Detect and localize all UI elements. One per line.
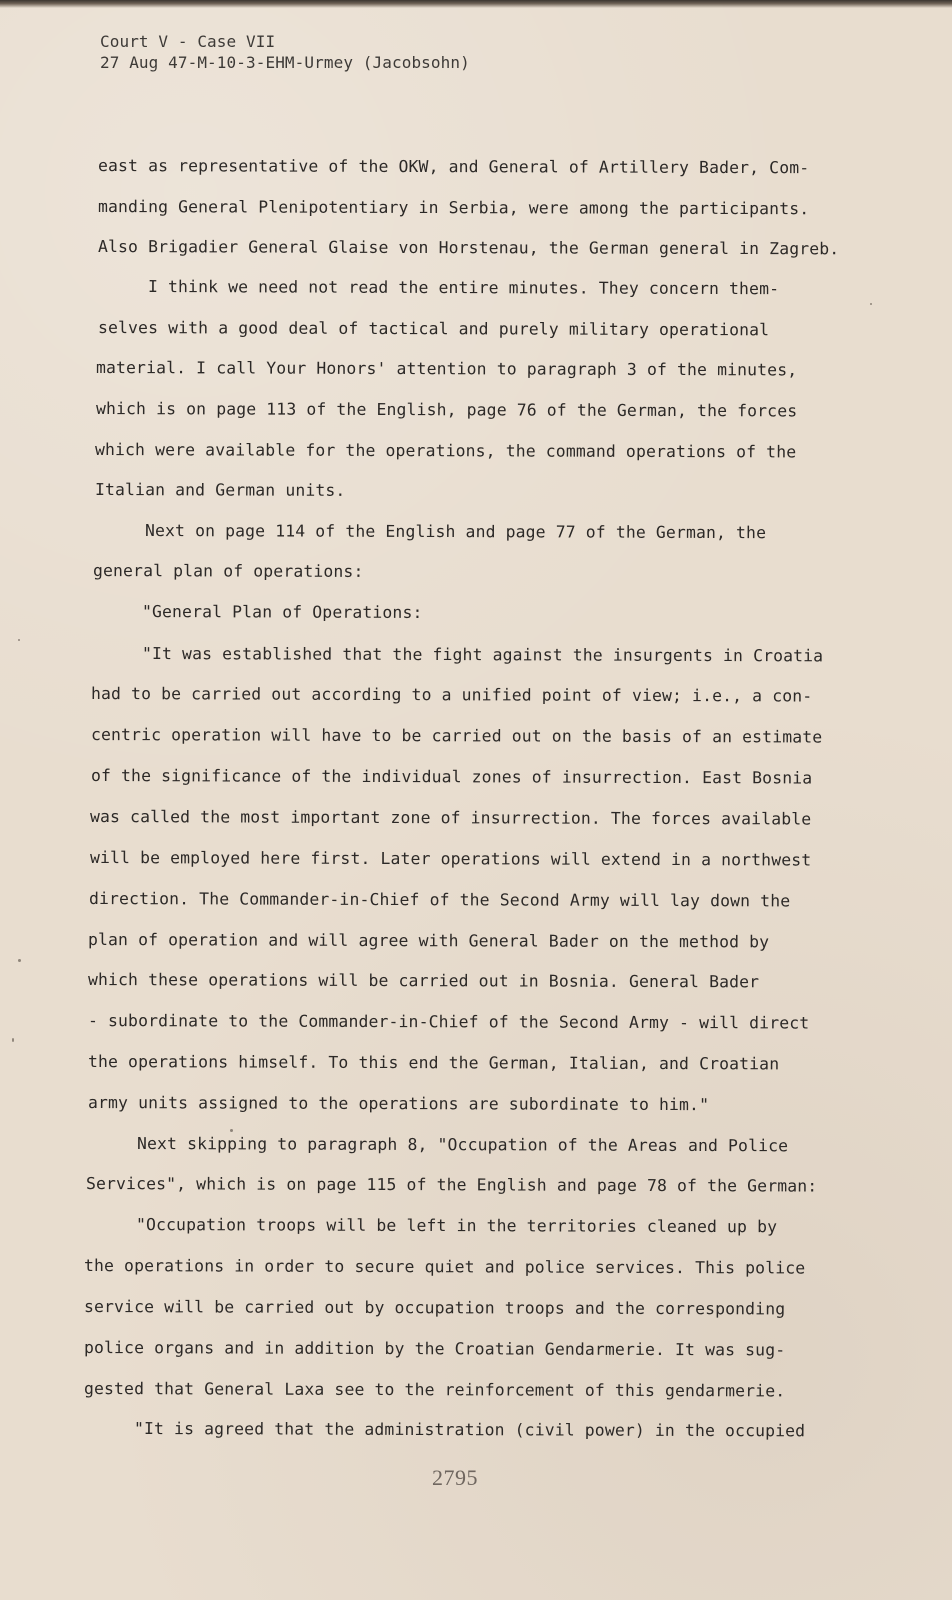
body-line: which these operations will be carried out in Bosnia. General Bader — [87, 970, 760, 992]
body-line: material. I call Your Honors' attention to paragraph 3 of the minutes, — [95, 358, 798, 380]
body-line: service will be carried out by occupation troops and the corresponding — [83, 1297, 786, 1319]
body-line: which is on page 113 of the English, page 76 of the German, the forces — [95, 399, 798, 421]
body-line: "It was established that the fight against the insurgents in Croatia — [141, 644, 824, 666]
body-line: will be employed here first. Later operations will extend in a northwest — [89, 848, 812, 870]
page-number: 2795 — [432, 1465, 478, 1490]
body-line: direction. The Commander-in-Chief of the Second Army will lay down the — [88, 889, 791, 911]
body-line: army units assigned to the operations are subordinate to him." — [87, 1093, 710, 1115]
page-top-edge — [0, 0, 952, 8]
body-line: I think we need not read the entire minutes. They concern them- — [147, 277, 780, 299]
body-line: police organs and in addition by the Croatian Gendarmerie. It was sug- — [83, 1338, 786, 1360]
body-line: "Occupation troops will be left in the territories cleaned up by — [135, 1215, 778, 1237]
body-line: Next skipping to paragraph 8, "Occupation of the Areas and Police — [136, 1134, 789, 1156]
body-line: of the significance of the individual zones of insurrection. East Bosnia — [90, 766, 813, 788]
body-line: the operations himself. To this end the German, Italian, and Croatian — [87, 1052, 780, 1074]
body-line: the operations in order to secure quiet and police services. This police — [83, 1256, 806, 1278]
body-line: "It is agreed that the administration (civil power) in the occupied — [133, 1419, 806, 1441]
body-line: Next on page 114 of the English and page 77 of the German, the — [144, 521, 767, 543]
body-line: was called the most important zone of insurrection. The forces available — [89, 807, 812, 829]
body-line: plan of operation and will agree with General Bader on the method by — [87, 930, 770, 952]
document-header — [100, 31, 470, 73]
body-line: - subordinate to the Commander-in-Chief of the Second Army - will direct — [87, 1011, 810, 1033]
case-header-line: Court V - Case VII — [100, 32, 276, 51]
scan-speck — [18, 959, 21, 962]
body-line: general plan of operations: — [92, 561, 364, 581]
body-line: centric operation will have to be carried out on the basis of an estimate — [90, 725, 823, 747]
scan-speck — [12, 1038, 14, 1042]
body-line: had to be carried out according to a unified point of view; i.e., a con- — [90, 684, 813, 706]
scan-speck — [870, 303, 872, 305]
body-line: "General Plan of Operations: — [141, 602, 423, 622]
scan-speck — [18, 639, 20, 641]
body-line: manding General Plenipotentiary in Serbia, were among the participants. — [97, 197, 810, 219]
body-line: selves with a good deal of tactical and purely military operational — [97, 318, 770, 340]
body-line: Also Brigadier General Glaise von Horstenau, the German general in Zagreb. — [97, 237, 840, 259]
scan-speck — [230, 1129, 233, 1132]
body-line: east as representative of the OKW, and General of Artillery Bader, Com- — [97, 156, 810, 178]
transcript-id-line: 27 Aug 47-M-10-3-EHM-Urmey (Jacobsohn) — [100, 53, 470, 72]
body-line: which were available for the operations, the command operations of the — [94, 440, 797, 462]
body-line: Services", which is on page 115 of the English and page 78 of the German: — [85, 1174, 818, 1196]
body-line: Italian and German units. — [94, 480, 346, 500]
body-line: gested that General Laxa see to the reinforcement of this gendarmerie. — [83, 1379, 786, 1401]
